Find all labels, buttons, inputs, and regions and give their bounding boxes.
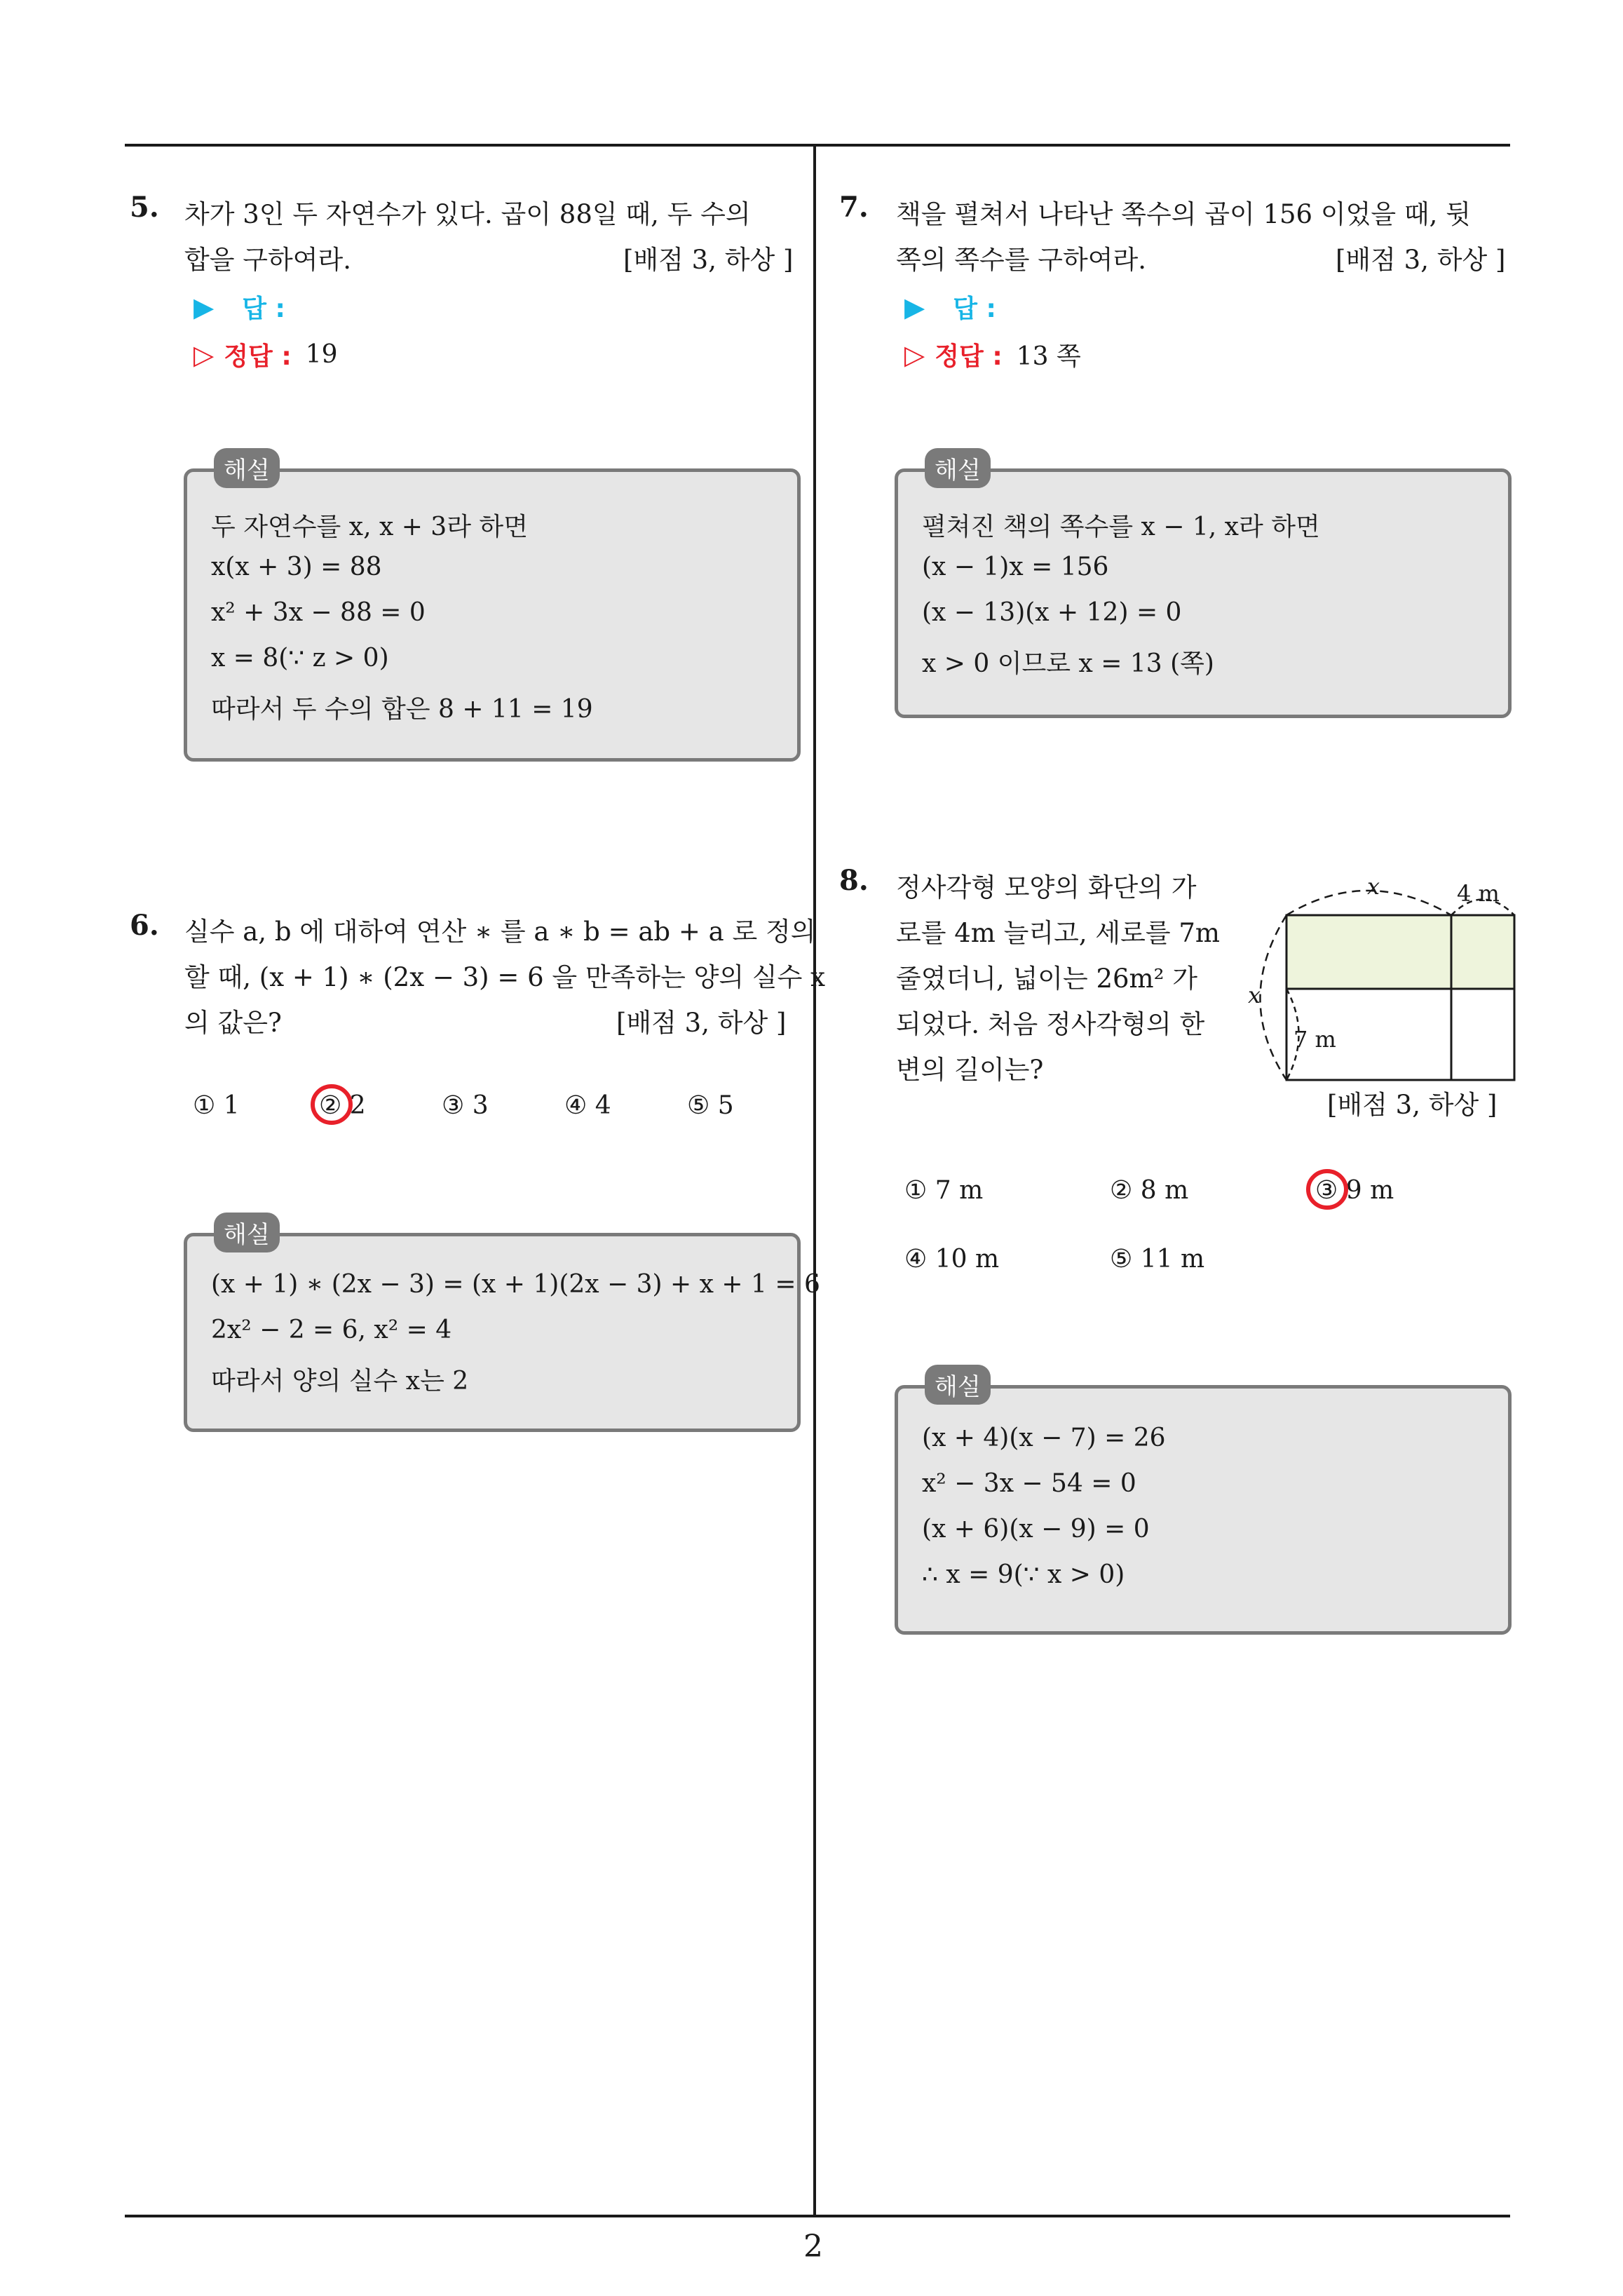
question-text-line: 실수 a, b 에 대하여 연산 ∗ 를 a ∗ b = ab + a 로 정의 xyxy=(184,917,816,947)
marked-answer-circle xyxy=(1302,1163,1352,1214)
solution-line: 2x² − 2 = 6, x² = 4 xyxy=(211,1316,452,1344)
bottom-rule xyxy=(125,2215,1510,2217)
question-number: 8. xyxy=(839,864,869,897)
choice-2[interactable]: ② 2 xyxy=(319,1091,366,1120)
column-divider xyxy=(813,144,816,2216)
correct-answer-row xyxy=(904,337,1081,372)
outline-triangle-icon: ▷ xyxy=(904,339,925,370)
answer-row xyxy=(193,289,285,325)
answer-row xyxy=(904,289,996,325)
choice-3[interactable]: ③ 3 xyxy=(442,1091,489,1120)
solution-tag: 해설 xyxy=(925,448,991,488)
correct-answer-row xyxy=(193,337,338,372)
choice-4[interactable]: ④ 4 xyxy=(564,1091,611,1120)
question-number: 5. xyxy=(130,191,159,224)
marked-answer-circle xyxy=(306,1079,357,1129)
question-number: 7. xyxy=(839,191,869,224)
choice-3[interactable]: ③ 9 m xyxy=(1315,1176,1394,1205)
score-label: [배점 3, 하상 ] xyxy=(616,1008,787,1038)
solution-line: x² + 3x − 88 = 0 xyxy=(211,598,426,627)
choice-1[interactable]: ① 1 xyxy=(193,1091,240,1120)
solution-line: x(x + 3) = 88 xyxy=(211,553,382,581)
dashed-arc-left xyxy=(1261,915,1287,1080)
solution-tag: 해설 xyxy=(214,448,280,488)
green-region xyxy=(1286,915,1514,989)
correct-answer-label: 정답 : xyxy=(224,342,292,371)
solution-box xyxy=(895,457,1512,718)
page-number: 2 xyxy=(803,2229,823,2264)
solution-box xyxy=(895,1373,1512,1635)
play-icon: ▶ xyxy=(193,291,215,323)
label-top-x: x xyxy=(1367,873,1380,900)
solution-line: (x − 1)x = 156 xyxy=(922,553,1109,581)
solution-line: (x − 13)(x + 12) = 0 xyxy=(922,598,1182,627)
question-text-line: 로를 4m 늘리고, 세로를 7m xyxy=(896,918,1220,948)
choice-5[interactable]: ⑤ 5 xyxy=(687,1091,734,1120)
question-text-line: 정사각형 모양의 화단의 가 xyxy=(896,872,1197,903)
label-top-4m: 4 m xyxy=(1457,880,1500,907)
question-text-line: 줄였더니, 넓이는 26m² 가 xyxy=(896,964,1197,994)
choice-4[interactable]: ④ 10 m xyxy=(904,1245,1000,1274)
correct-answer-value: 19 xyxy=(305,340,338,369)
label-left-x: x xyxy=(1248,982,1261,1008)
question-text-line: 변의 길이는? xyxy=(896,1055,1044,1085)
solution-line: 펼쳐진 책의 쪽수를 x − 1, x라 하면 xyxy=(922,513,1320,541)
solution-line: 따라서 양의 실수 x는 2 xyxy=(211,1367,469,1396)
solution-line: 따라서 두 수의 합은 8 + 11 = 19 xyxy=(211,695,593,724)
solution-line: x > 0 이므로 x = 13 (쪽) xyxy=(922,649,1214,678)
question-text-line: 쪽의 쪽수를 구하여라. xyxy=(896,245,1146,275)
question-text-line: 차가 3인 두 자연수가 있다. 곱이 88일 때, 두 수의 xyxy=(184,199,751,229)
question-text-line: 의 값은? xyxy=(184,1008,282,1038)
answer-label: 답 : xyxy=(242,295,285,323)
question-text-line: 합을 구하여라. xyxy=(184,245,351,275)
solution-line: (x + 4)(x − 7) = 26 xyxy=(922,1424,1166,1452)
score-label: [배점 3, 하상 ] xyxy=(1336,245,1506,275)
solution-line: 두 자연수를 x, x + 3라 하면 xyxy=(211,513,528,541)
solution-tag: 해설 xyxy=(925,1365,991,1405)
play-icon: ▶ xyxy=(904,291,925,323)
question-text-line: 되었다. 처음 정사각형의 한 xyxy=(896,1009,1205,1039)
correct-answer-value: 13 쪽 xyxy=(1016,342,1081,371)
choice-1[interactable]: ① 7 m xyxy=(904,1176,984,1205)
correct-answer-label: 정답 : xyxy=(935,342,1003,371)
choice-2[interactable]: ② 8 m xyxy=(1110,1176,1189,1205)
solution-line: x² − 3x − 54 = 0 xyxy=(922,1469,1136,1498)
outline-triangle-icon: ▷ xyxy=(193,339,215,370)
choice-5[interactable]: ⑤ 11 m xyxy=(1110,1245,1205,1274)
solution-box xyxy=(184,457,801,762)
solution-line: (x + 1) ∗ (2x − 3) = (x + 1)(2x − 3) + x + 1 = 6 xyxy=(211,1270,820,1299)
solution-line: x = 8(∵ z > 0) xyxy=(211,644,389,673)
top-rule xyxy=(125,144,1510,147)
solution-box xyxy=(184,1221,820,1432)
solution-tag: 해설 xyxy=(214,1213,280,1252)
question-number: 6. xyxy=(130,909,159,942)
question-text-line: 책을 펼쳐서 나타난 쪽수의 곱이 156 이었을 때, 뒷 xyxy=(896,199,1471,229)
garden-figure xyxy=(1241,873,1521,1083)
solution-line: (x + 6)(x − 9) = 0 xyxy=(922,1515,1150,1544)
score-label: [배점 3, 하상 ] xyxy=(623,245,794,275)
label-7m: 7 m xyxy=(1293,1026,1336,1053)
solution-line: ∴ x = 9(∵ x > 0) xyxy=(922,1560,1125,1589)
answer-label: 답 : xyxy=(953,295,996,323)
question-text-line: 할 때, (x + 1) ∗ (2x − 3) = 6 을 만족하는 양의 실수 x xyxy=(184,962,825,992)
score-label: [배점 3, 하상 ] xyxy=(1327,1090,1498,1120)
